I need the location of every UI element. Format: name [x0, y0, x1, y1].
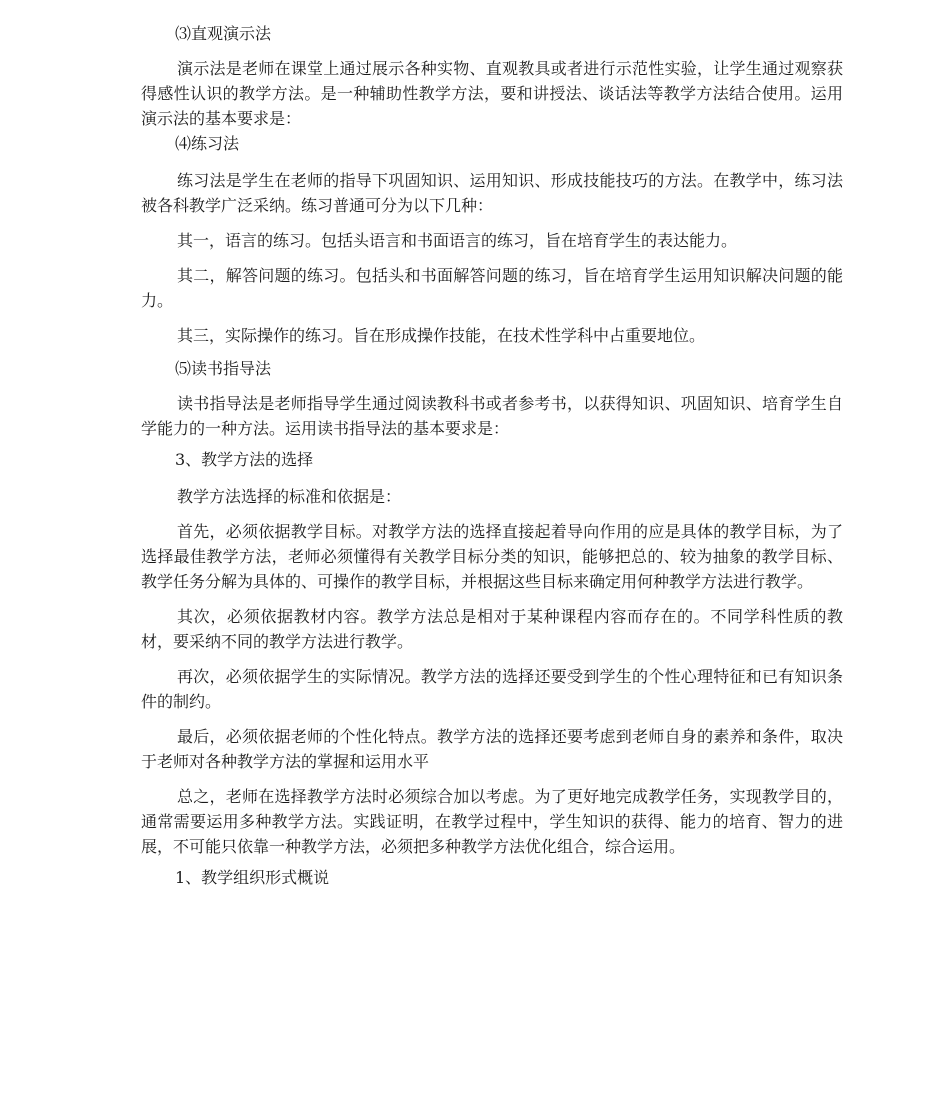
paragraph-second-teaching-content: 其次，必须依据教材内容。教学方法总是相对于某种课程内容而存在的。不同学科性质的教材，要采纳不同的教学方法进行教学。 [141, 607, 843, 651]
heading-organization-forms-overview: 1、教学组织形式概说 [175, 868, 330, 887]
paragraph-last-teacher-traits: 最后，必须依据老师的个性化特点。教学方法的选择还要考虑到老师自身的素养和条件，取决于老师对各种教学方法的掌握和运用水平 [141, 727, 843, 771]
paragraph-conclusion: 总之，老师在选择教学方法时必须综合加以考虑。为了更好地完成教学任务，实现教学目的，通常需要运用多种教学方法。实践证明，在教学过程中，学生知识的获得、能力的培育、智力的进展，不可能只依靠一种教学方法，必须把多种教学方法优化组合，综合运用。 [141, 787, 843, 856]
paragraph-third-student-situation: 再次，必须依据学生的实际情况。教学方法的选择还要受到学生的个性心理特征和已有知识条件的制约。 [141, 667, 843, 711]
heading-demonstration-method: ⑶直观演示法 [175, 24, 272, 43]
paragraph-demonstration-description: 演示法是老师在课堂上通过展示各种实物、直观教具或者进行示范性实验，让学生通过观察获得感性认识的教学方法。是一种辅助性教学方法，要和讲授法、谈话法等教学方法结合使用。运用演示法的基本要求是： [141, 59, 843, 128]
paragraph-reading-guidance-description: 读书指导法是老师指导学生通过阅读教科书或者参考书，以获得知识、巩固知识、培育学生自学能力的一种方法。运用读书指导法的基本要求是： [141, 394, 843, 438]
heading-practice-method: ⑷练习法 [175, 134, 240, 153]
paragraph-selection-criteria: 教学方法选择的标准和依据是： [177, 487, 402, 506]
document-body [141, 21, 843, 890]
paragraph-operation-practice: 其三，实际操作的练习。旨在形成操作技能，在技术性学科中占重要地位。 [177, 326, 706, 345]
paragraph-problem-practice: 其二，解答问题的练习。包括头和书面解答问题的练习，旨在培育学生运用知识解决问题的能力。 [141, 266, 843, 310]
paragraph-practice-description: 练习法是学生在老师的指导下巩固知识、运用知识、形成技能技巧的方法。在教学中，练习法被各科教学广泛采纳。练习普通可分为以下几种： [141, 171, 843, 215]
paragraph-first-teaching-objective: 首先，必须依据教学目标。对教学方法的选择直接起着导向作用的应是具体的教学目标，为了选择最佳教学方法，老师必须懂得有关教学目标分类的知识，能够把总的、较为抽象的教学目标、教学任务分解为具体的、可操作的教学目标，并根据这些目标来确定用何种教学方法进行教学。 [141, 522, 843, 591]
heading-method-selection: 3、教学方法的选择 [175, 450, 314, 469]
heading-reading-guidance-method: ⑸读书指导法 [175, 359, 272, 378]
paragraph-language-practice: 其一，语言的练习。包括头语言和书面语言的练习，旨在培育学生的表达能力。 [177, 231, 738, 250]
